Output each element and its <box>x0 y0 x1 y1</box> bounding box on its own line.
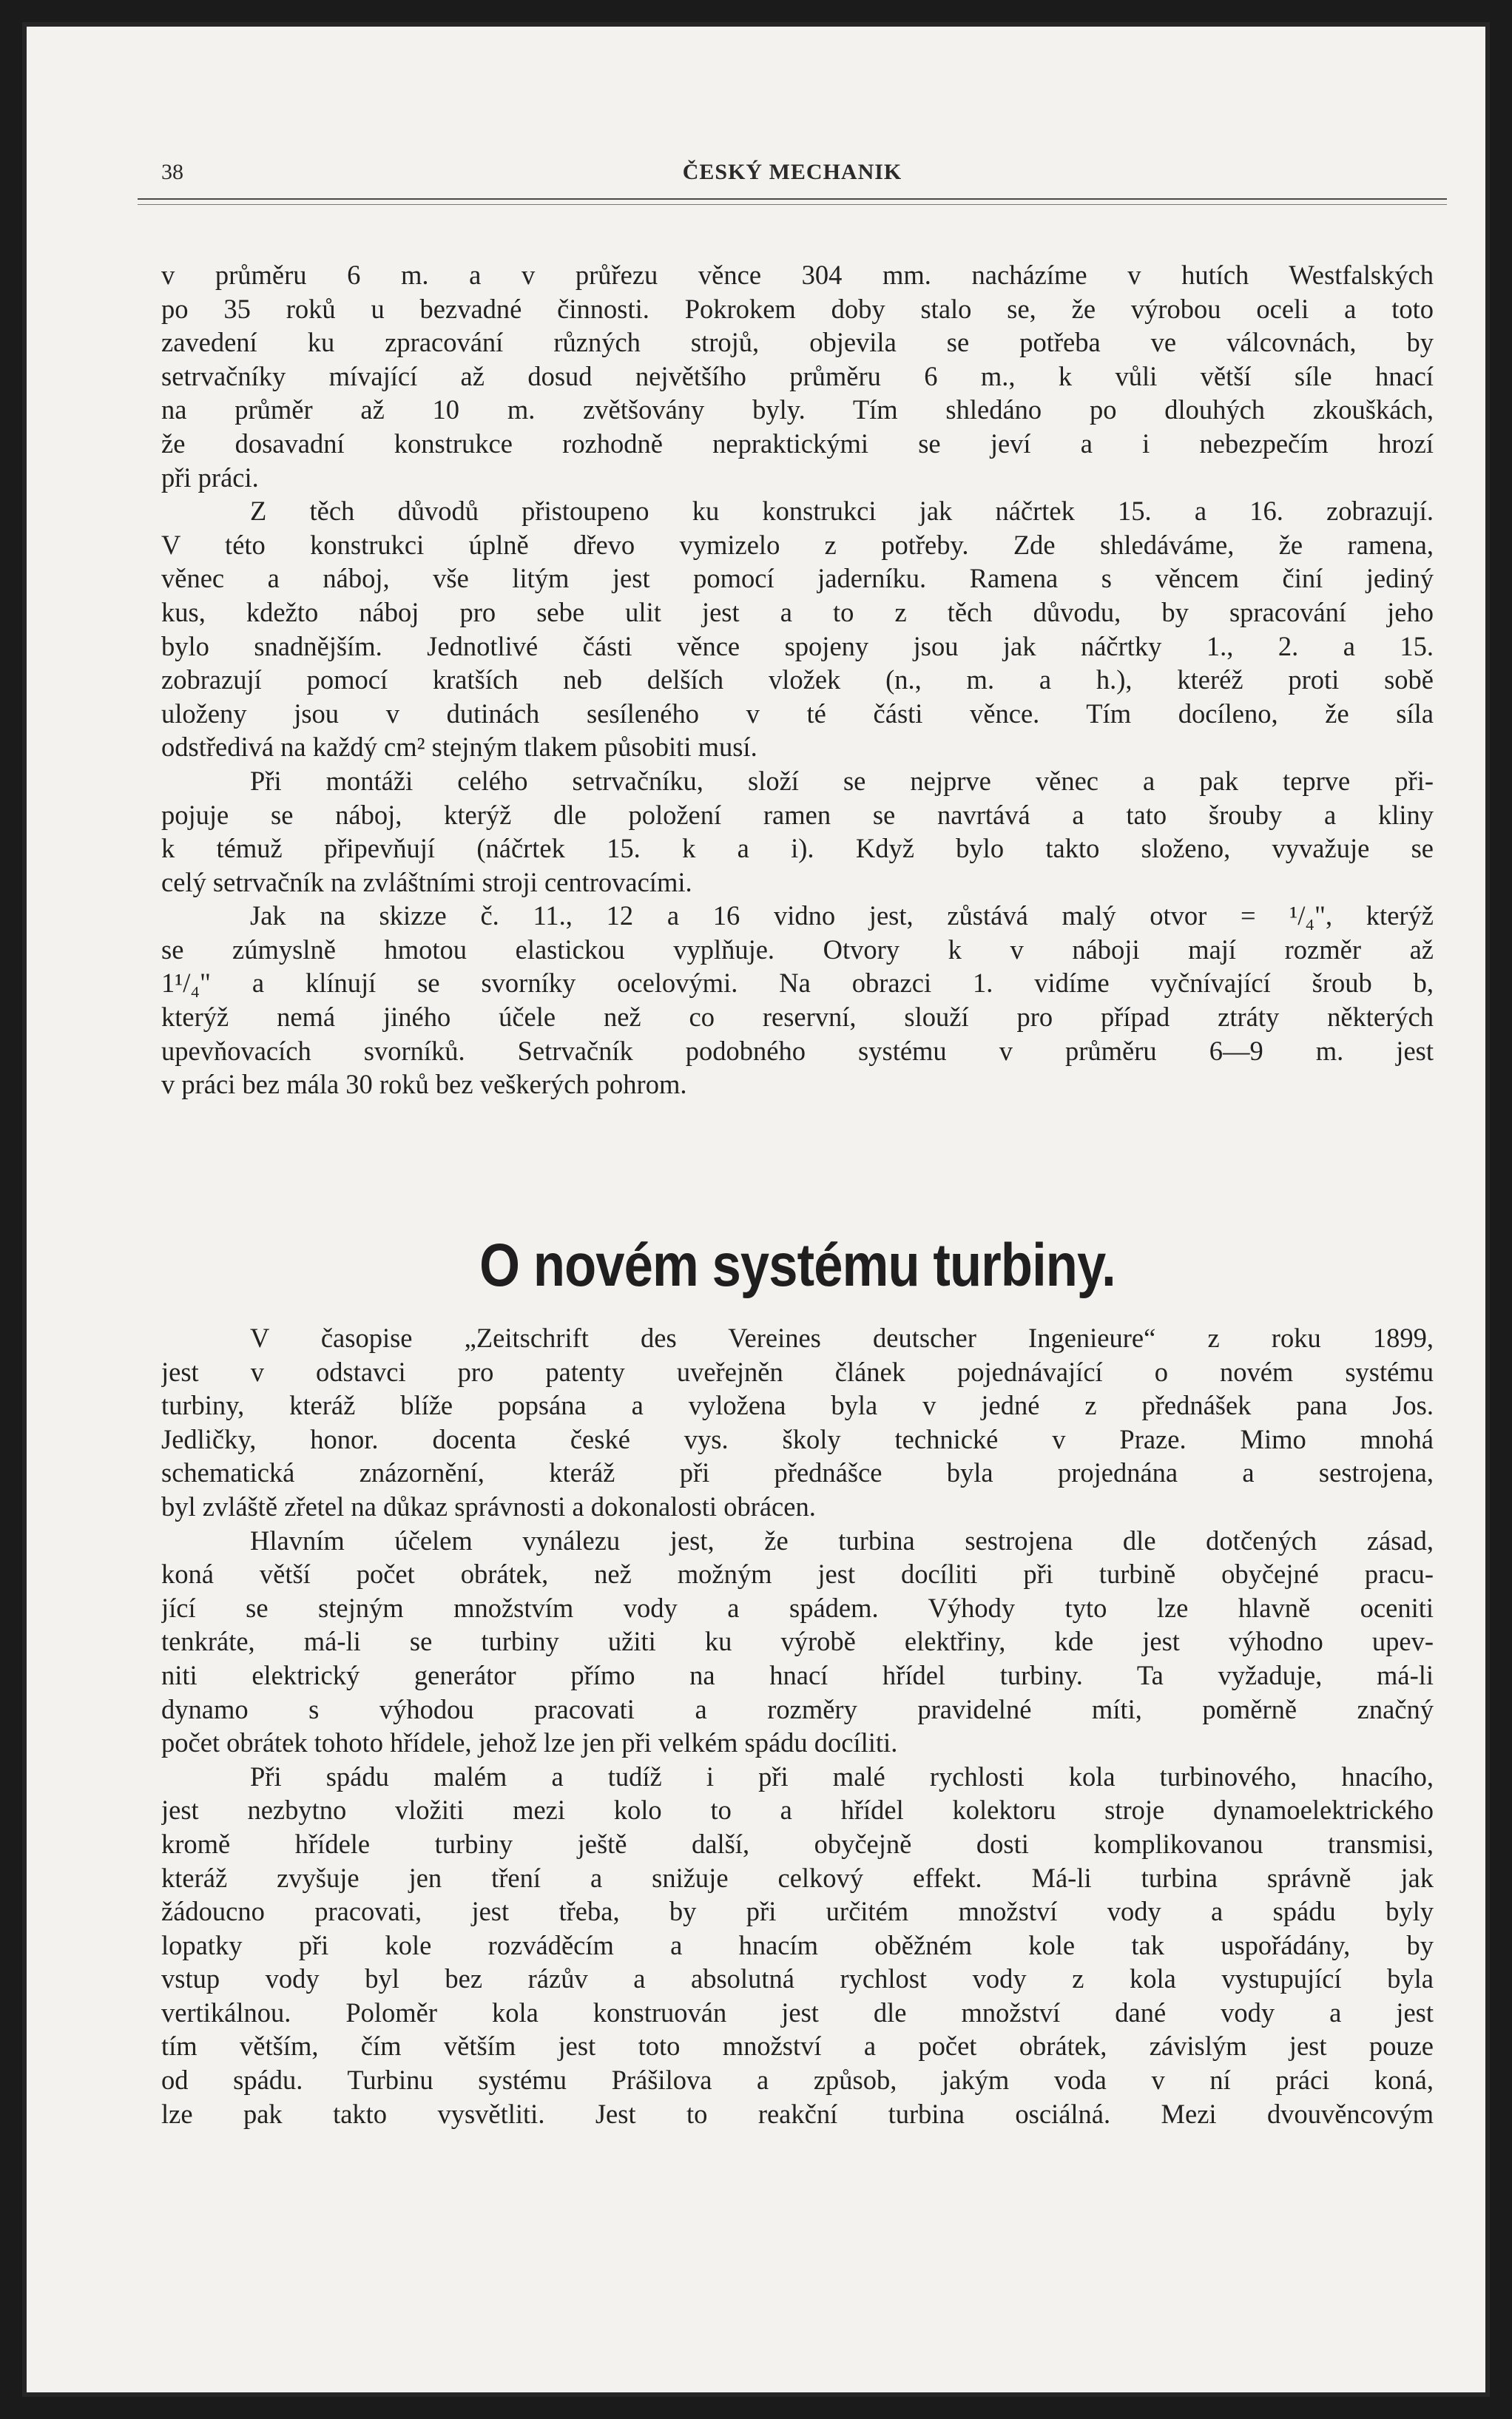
text-line: na průměr až 10 m. zvětšovány byly. Tím shledáno po dlouhých zkouškách, <box>161 394 1434 425</box>
text-line: byl zvláště zřetel na důkaz správnosti a dokonalosti obrácen. <box>161 1491 816 1522</box>
text-line: setrvačníky mívající až dosud největšího průměru 6 m., k vůli větší síle hnací <box>161 360 1434 391</box>
text-line: k témuž připevňují (náčrtek 15. k a i). Když bylo takto složeno, vyvažuje se <box>161 833 1434 864</box>
text-line: dynamo s výhodou pracovati a rozměry pravidelné míti, poměrně značný <box>161 1693 1434 1724</box>
text-line: tenkráte, má-li se turbiny užiti ku výrobě elektřiny, kde jest výhodno upev- <box>161 1626 1434 1657</box>
text-line: v průměru 6 m. a v průřezu věnce 304 mm. nacházíme v hutích Westfalských <box>161 260 1434 290</box>
text-line: kromě hřídele turbiny ještě další, obyčejně dosti komplikovanou transmisi, <box>161 1828 1434 1859</box>
running-title: ČESKÝ MECHANIK <box>682 160 902 184</box>
book-page <box>22 22 1490 2397</box>
text-line: v práci bez mála 30 roků bez veškerých pohrom. <box>161 1069 687 1100</box>
text-line: jest v odstavci pro patenty uveřejněn článek pojednávající o novém systému <box>161 1356 1434 1387</box>
page-number: 38 <box>161 160 183 184</box>
header-rule <box>138 198 1447 200</box>
text-line: V této konstrukci úplně dřevo vymizelo z potřeby. Zde shledáváme, že ramena, <box>161 529 1434 560</box>
flywheel-section <box>161 258 1434 1101</box>
text-line: V časopise „Zeitschrift des Vereines deutscher Ingenieure“ z roku 1899, <box>250 1323 1434 1353</box>
text-line: při práci. <box>161 462 259 493</box>
text-line: zavedení ku zpracování různých strojů, objevila se potřeba ve válcovnách, by <box>161 327 1434 358</box>
page-header <box>138 138 1447 197</box>
text-line: vertikálnou. Poloměr kola konstruován jest dle množství dané vody a jest <box>161 1997 1434 2028</box>
text-line: Při spádu malém a tudíž i při malé rychlosti kola turbinového, hnacího, <box>250 1761 1434 1792</box>
text-line: že dosavadní konstrukce rozhodně nepraktickými se jeví a i nebezpečím hrozí <box>161 428 1434 459</box>
text-line: lopatky při kole rozváděcím a hnacím oběžném kole tak uspořádány, by <box>161 1929 1434 1960</box>
text-line: lze pak takto vysvětliti. Jest to reakční turbina osciálná. Mezi dvouvěncovým <box>161 2098 1434 2129</box>
text-line: pojuje se náboj, kterýž dle položení ramen se navrtává a tato šrouby a kliny <box>161 799 1434 830</box>
header-rule-thin <box>138 204 1447 205</box>
text-line: Jedličky, honor. docenta české vys. školy technické v Praze. Mimo mnohá <box>161 1423 1434 1454</box>
text-line: koná větší počet obrátek, než možným jest docíliti při turbině obyčejné pracu- <box>161 1559 1434 1590</box>
text-line: zobrazují pomocí kratších neb delších vložek (n., m. a h.), kteréž proti sobě <box>161 664 1434 695</box>
text-line: upevňovacích svorníků. Setrvačník podobného systému v průměru 6—9 m. jest <box>161 1035 1434 1066</box>
text-line: bylo snadnějším. Jednotlivé části věnce spojeny jsou jak náčrtky 1., 2. a 15. <box>161 630 1434 661</box>
text-line: věnec a náboj, vše litým jest pomocí jaderníku. Ramena s věncem činí jediný <box>161 563 1434 594</box>
text-line: Jak na skizze č. 11., 12 a 16 vidno jest, zůstává malý otvor = ¹/₄", kterýž <box>250 900 1434 931</box>
text-line: tím větším, čím větším jest toto množství a počet obrátek, závislým jest pouze <box>161 2031 1434 2062</box>
text-line: kterýž nemá jiného účele než co reservní, slouží pro případ ztráty některých <box>161 1002 1434 1033</box>
text-line: turbiny, kteráž blíže popsána a vyložena byla v jedné z přednášek pana Jos. <box>161 1390 1434 1421</box>
text-line: 1¹/₄" a klínují se svorníky ocelovými. Na obrazci 1. vidíme vyčnívající šroub b, <box>161 968 1434 999</box>
text-line: celý setrvačník na zvláštními stroji centrovacími. <box>161 866 692 897</box>
text-line: kteráž zvyšuje jen tření a snižuje celkový effekt. Má-li turbina správně jak <box>161 1862 1434 1893</box>
text-line: niti elektrický generátor přímo na hnací hřídel turbiny. Ta vyžaduje, má-li <box>161 1659 1434 1690</box>
text-line: počet obrátek tohoto hřídele, jehož lze jen při velkém spádu docíliti. <box>161 1727 898 1758</box>
text-line: po 35 roků u bezvadné činnosti. Pokrokem doby stalo se, že výrobou oceli a toto <box>161 293 1434 324</box>
text-line: odstředivá na každý cm² stejným tlakem působiti musí. <box>161 732 757 763</box>
text-line: vstup vody byl bez rázův a absolutná rychlost vody z kola vystupující byla <box>161 1963 1434 1994</box>
text-line: Z těch důvodů přistoupeno ku konstrukci jak náčrtek 15. a 16. zobrazují. <box>250 496 1434 527</box>
text-line: se zúmyslně hmotou elastickou vyplňuje. Otvory k v náboji mají rozměr až <box>161 934 1434 965</box>
text-line: uloženy jsou v dutinách sesíleného v té části věnce. Tím docíleno, že síla <box>161 698 1434 729</box>
turbine-section <box>161 1321 1434 2130</box>
text-line: jící se stejným množstvím vody a spádem. Výhody tyto lze hlavně oceniti <box>161 1592 1434 1623</box>
text-line: kus, kdežto náboj pro sebe ulit jest a to z těch důvodu, by spracování jeho <box>161 596 1434 627</box>
text-line: Při montáži celého setrvačníku, složí se nejprve věnec a pak teprve při- <box>250 765 1434 796</box>
text-line: Hlavním účelem vynálezu jest, že turbina sestrojena dle dotčených zásad, <box>250 1525 1434 1556</box>
text-line: schematická znázornění, kteráž při přednášce byla projednána a sestrojena, <box>161 1457 1434 1488</box>
article-title: O novém systému turbiny. <box>479 1232 1116 1299</box>
text-line: od spádu. Turbinu systému Prášilova a způsob, jakým voda v ní práci koná, <box>161 2065 1434 2096</box>
text-line: jest nezbytno vložiti mezi kolo to a hřídel kolektoru stroje dynamoelektrického <box>161 1795 1434 1826</box>
text-line: žádoucno pracovati, jest třeba, by při určitém množství vody a spádu byly <box>161 1896 1434 1927</box>
